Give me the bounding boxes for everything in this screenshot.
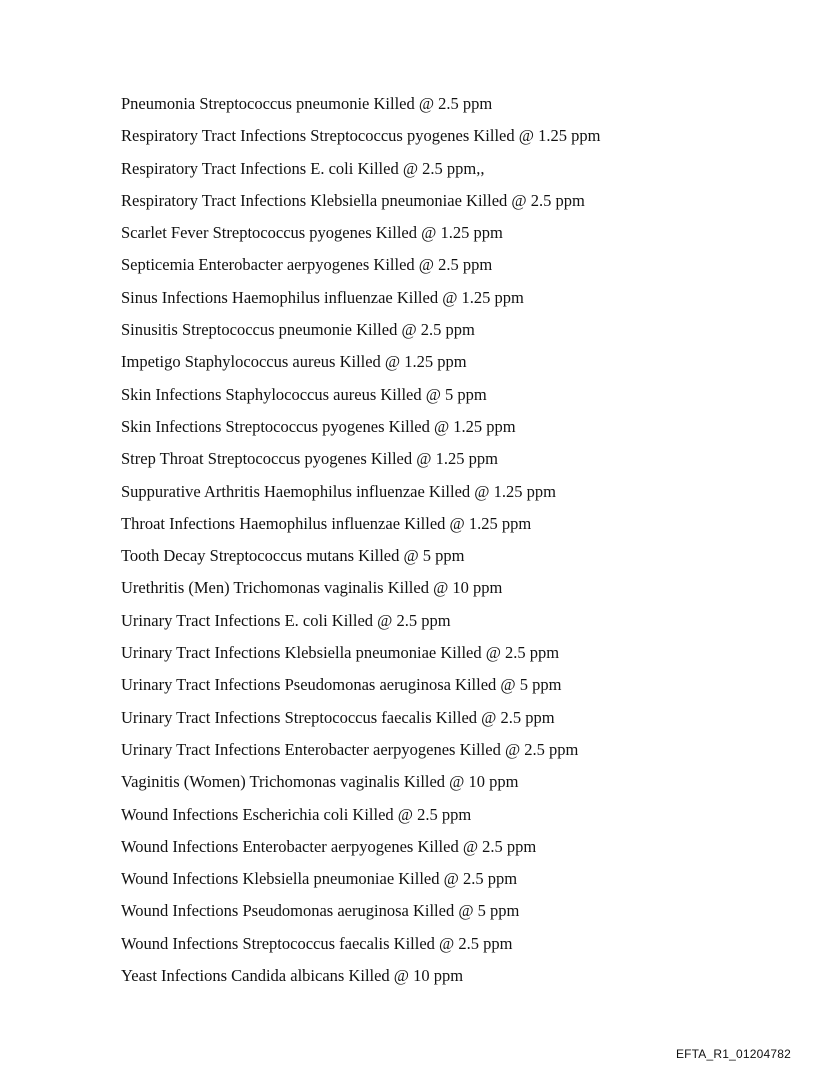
list-item: Skin Infections Staphylococcus aureus Killed @ 5 ppm: [121, 384, 487, 404]
infection-entry-list: [121, 88, 801, 992]
list-item: Scarlet Fever Streptococcus pyogenes Killed @ 1.25 ppm: [121, 223, 503, 243]
list-item: Pneumonia Streptococcus pneumonie Killed @ 2.5 ppm: [121, 94, 493, 113]
list-item: Impetigo Staphylococcus aureus Killed @ 1.25 ppm: [121, 352, 467, 372]
list-item: Wound Infections Enterobacter aerpyogenes Killed @ 2.5 ppm: [121, 836, 537, 856]
list-item: Urethritis (Men) Trichomonas vaginalis Killed @ 10 ppm: [121, 578, 503, 598]
list-item: Septicemia Enterobacter aerpyogenes Killed @ 2.5 ppm: [121, 255, 493, 275]
list-item: Wound Infections Klebsiella pneumoniae Killed @ 2.5 ppm: [121, 869, 518, 889]
list-item: Tooth Decay Streptococcus mutans Killed @ 5 ppm: [121, 546, 465, 566]
list-item: Sinusitis Streptococcus pneumonie Killed @ 2.5 ppm: [121, 320, 475, 340]
document-id-footer: EFTA_R1_01204782: [675, 1047, 791, 1061]
list-item: Throat Infections Haemophilus influenzae Killed @ 1.25 ppm: [121, 513, 532, 533]
list-item: Wound Infections Escherichia coli Killed @ 2.5 ppm: [121, 804, 472, 824]
list-item: Wound Infections Streptococcus faecalis Killed @ 2.5 ppm: [121, 933, 513, 953]
list-item: Urinary Tract Infections E. coli Killed @ 2.5 ppm: [121, 610, 451, 630]
list-item: Yeast Infections Candida albicans Killed @ 10 ppm: [121, 966, 464, 986]
list-item: Sinus Infections Haemophilus influenzae Killed @ 1.25 ppm: [121, 287, 524, 307]
list-item: Suppurative Arthritis Haemophilus influenzae Killed @ 1.25 ppm: [121, 481, 556, 501]
list-item: Respiratory Tract Infections Streptococcus pyogenes Killed @ 1.25 ppm: [121, 126, 601, 146]
list-item: Urinary Tract Infections Klebsiella pneumoniae Killed @ 2.5 ppm: [121, 643, 560, 663]
list-item: Wound Infections Pseudomonas aeruginosa Killed @ 5 ppm: [121, 901, 520, 921]
list-item: Strep Throat Streptococcus pyogenes Killed @ 1.25 ppm: [121, 449, 498, 469]
list-item: Urinary Tract Infections Pseudomonas aeruginosa Killed @ 5 ppm: [121, 675, 562, 695]
list-item: Urinary Tract Infections Streptococcus faecalis Killed @ 2.5 ppm: [121, 707, 555, 727]
list-item: Respiratory Tract Infections Klebsiella pneumoniae Killed @ 2.5 ppm: [121, 190, 585, 210]
list-item: Urinary Tract Infections Enterobacter aerpyogenes Killed @ 2.5 ppm: [121, 739, 579, 759]
list-item: Skin Infections Streptococcus pyogenes Killed @ 1.25 ppm: [121, 416, 516, 436]
list-item: Vaginitis (Women) Trichomonas vaginalis Killed @ 10 ppm: [121, 772, 519, 792]
list-item: Respiratory Tract Infections E. coli Killed @ 2.5 ppm,,: [121, 158, 485, 178]
